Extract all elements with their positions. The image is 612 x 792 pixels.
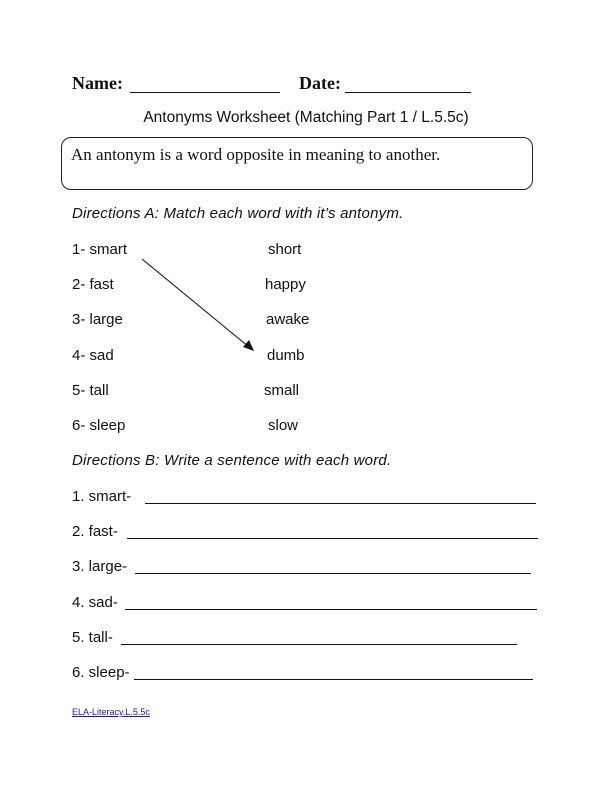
name-label: Name:: [72, 73, 123, 93]
sentence-line-2[interactable]: [127, 538, 538, 539]
date-line[interactable]: [345, 92, 471, 93]
match-word-4: 4- sad: [72, 347, 114, 364]
match-word-1: 1- smart: [72, 241, 128, 258]
antonym-option-6: slow: [268, 417, 299, 434]
match-word-2: 2- fast: [72, 276, 114, 293]
sentence-line-4[interactable]: [125, 609, 537, 610]
standard-link[interactable]: ELA-Literacy.L.5.5c: [72, 707, 150, 717]
date-label: Date:: [299, 73, 341, 93]
sentence-line-1[interactable]: [145, 503, 536, 504]
match-word-6: 6- sleep: [72, 417, 126, 434]
match-word-3: 3- large: [72, 311, 123, 328]
directions-b: Directions B: Write a sentence with each word.: [72, 452, 392, 469]
sentence-line-5[interactable]: [121, 644, 517, 645]
antonym-option-1: short: [268, 241, 302, 258]
sentence-line-3[interactable]: [135, 573, 531, 574]
sentence-prompt-5: 5. tall-: [72, 629, 113, 646]
sentence-prompt-4: 4. sad-: [72, 594, 118, 611]
definition-text: An antonym is a word opposite in meaning to another.: [71, 145, 441, 164]
name-line[interactable]: [130, 92, 280, 93]
sentence-prompt-3: 3. large-: [72, 558, 128, 575]
directions-a: Directions A: Match each word with it’s antonym.: [72, 205, 404, 222]
sentence-prompt-1: 1. smart-: [72, 488, 132, 505]
worksheet-title: Antonyms Worksheet (Matching Part 1 / L.5.5c): [143, 109, 469, 126]
sentence-prompt-6: 6. sleep-: [72, 664, 130, 681]
sentence-line-6[interactable]: [134, 679, 533, 680]
antonym-option-5: small: [264, 382, 300, 399]
antonym-option-4: dumb: [267, 347, 305, 364]
sentence-prompt-2: 2. fast-: [72, 523, 118, 540]
match-word-5: 5- tall: [72, 382, 109, 399]
antonym-option-3: awake: [266, 311, 310, 328]
antonym-option-2: happy: [265, 276, 306, 293]
